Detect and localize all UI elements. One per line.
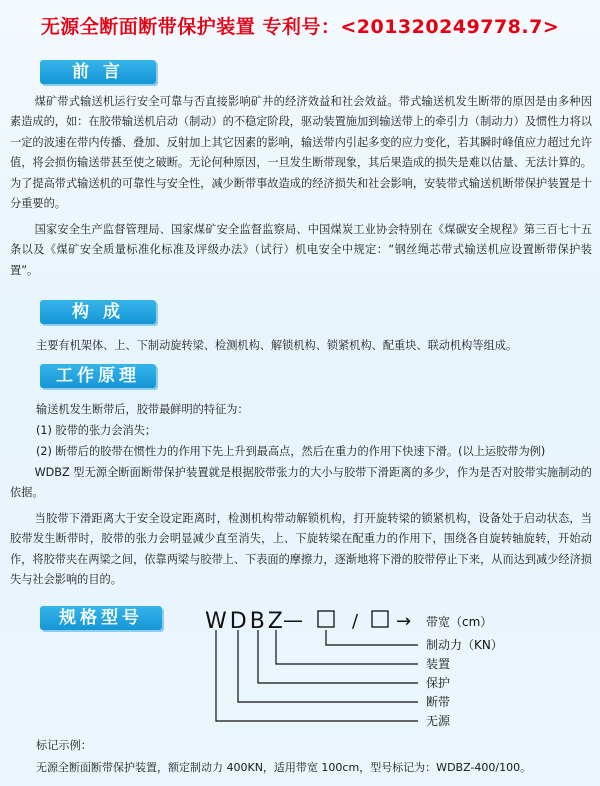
principle-line-3: (2) 断带后的胶带在惯性力的作用下先上升到最高点，然后在重力的作用下快速下滑。(以上运胶带为例) <box>36 445 546 458</box>
principle-paragraph-5: 当胶带下滑距离大于安全设定距离时，检测机构带动解锁机构，打开旋转梁的锁紧机构，设备处于启动状态，当胶带发生断带时，胶带的张力会明显减少直至消失，上、下旋转梁在配重力的作用下，围绕各自旋转轴旋转，开始动作，将胶带夹在两梁之间，依靠两梁与胶带上、下表面的摩擦力，逐渐地将下滑的胶带停止下来，从而达到减少经济损失与社会影响的目的。 <box>10 512 592 587</box>
model-diagram <box>0 598 600 736</box>
composition-text: 主要有机架体、上、下制动旋转梁、检测机构、解锁机构、锁紧机构、配重块、联动机构等组成。 <box>36 339 518 352</box>
model-code: WDBZ <box>205 609 286 634</box>
principle-line-1: 输送机发生断带后，胶带最鲜明的特征为： <box>36 403 249 416</box>
label-brake-force: 制动力（KN） <box>426 638 503 652</box>
principle-heading: 工作原理 <box>40 364 156 388</box>
principle-paragraph-4: WDBZ 型无源全断面断带保护装置就是根据胶带张力的大小与胶带下滑距离的多少，作为是否对胶带实施制动的依据。 <box>10 466 592 500</box>
page-title: 无源全断面断带保护装置 专利号：<201320249778.7> <box>40 16 560 38</box>
label-device: 装置 <box>426 657 451 671</box>
model-box-force <box>318 611 334 627</box>
model-arrow: → <box>396 611 412 632</box>
leader-passive <box>216 630 418 721</box>
leader-break <box>238 630 418 702</box>
preface-paragraph-1: 煤矿带式输送机运行安全可靠与否直接影响矿井的经济效益和社会效益。带式输送机发生断带的原因是由多种因素造成的，如：在胶带输送机启动（制动）的不稳定阶段，驱动装置施加到输送带上的牵引力（制动力）及惯性力将以一定的波速在带内传播、叠加、反射加上其它因素的影响，输送带内引起多变的应力变化，若其瞬时峰值应力超过允许值，将会损伤输送带甚至使之破断。无论何种原因，一旦发生断带现象，其后果造成的损失是难以估量、无法计算的。为了提高带式输送机的可靠性与安全性，减少断带事故造成的经济损失和社会影响，安装带式输送机断带保护装置是十分重要的。 <box>10 95 592 211</box>
leader-force <box>326 630 418 645</box>
label-protect: 保护 <box>426 676 451 690</box>
model-slash: / <box>352 611 359 632</box>
leader-protect <box>258 630 418 683</box>
label-passive: 无源 <box>426 714 451 728</box>
leader-device <box>276 630 418 664</box>
example-text: 无源全断面断带保护装置，额定制动力 400KN，适用带宽 100cm，型号标记为：WDBZ-400/100。 <box>36 761 532 774</box>
example-label: 标记示例： <box>36 739 92 752</box>
label-belt-width: 带宽（cm） <box>426 615 493 629</box>
principle-line-2: (1) 胶带的张力会消失； <box>36 424 157 437</box>
model-heading: 规格型号 <box>40 606 162 630</box>
model-box-width <box>372 611 388 627</box>
preface-heading: 前 言 <box>40 60 156 84</box>
preface-paragraph-2: 国家安全生产监督管理局、国家煤矿安全监督监察局、中国煤炭工业协会特别在《煤碳安全规程》第三百七十五条以及《煤矿安全质量标准化标准及评级办法》（试行）机电安全中规定：“钢丝绳芯带式输送机应设置断带保护装置”。 <box>10 223 592 277</box>
composition-heading: 构 成 <box>40 300 156 324</box>
model-dash: — <box>283 608 303 632</box>
label-belt-break: 断带 <box>426 695 451 709</box>
